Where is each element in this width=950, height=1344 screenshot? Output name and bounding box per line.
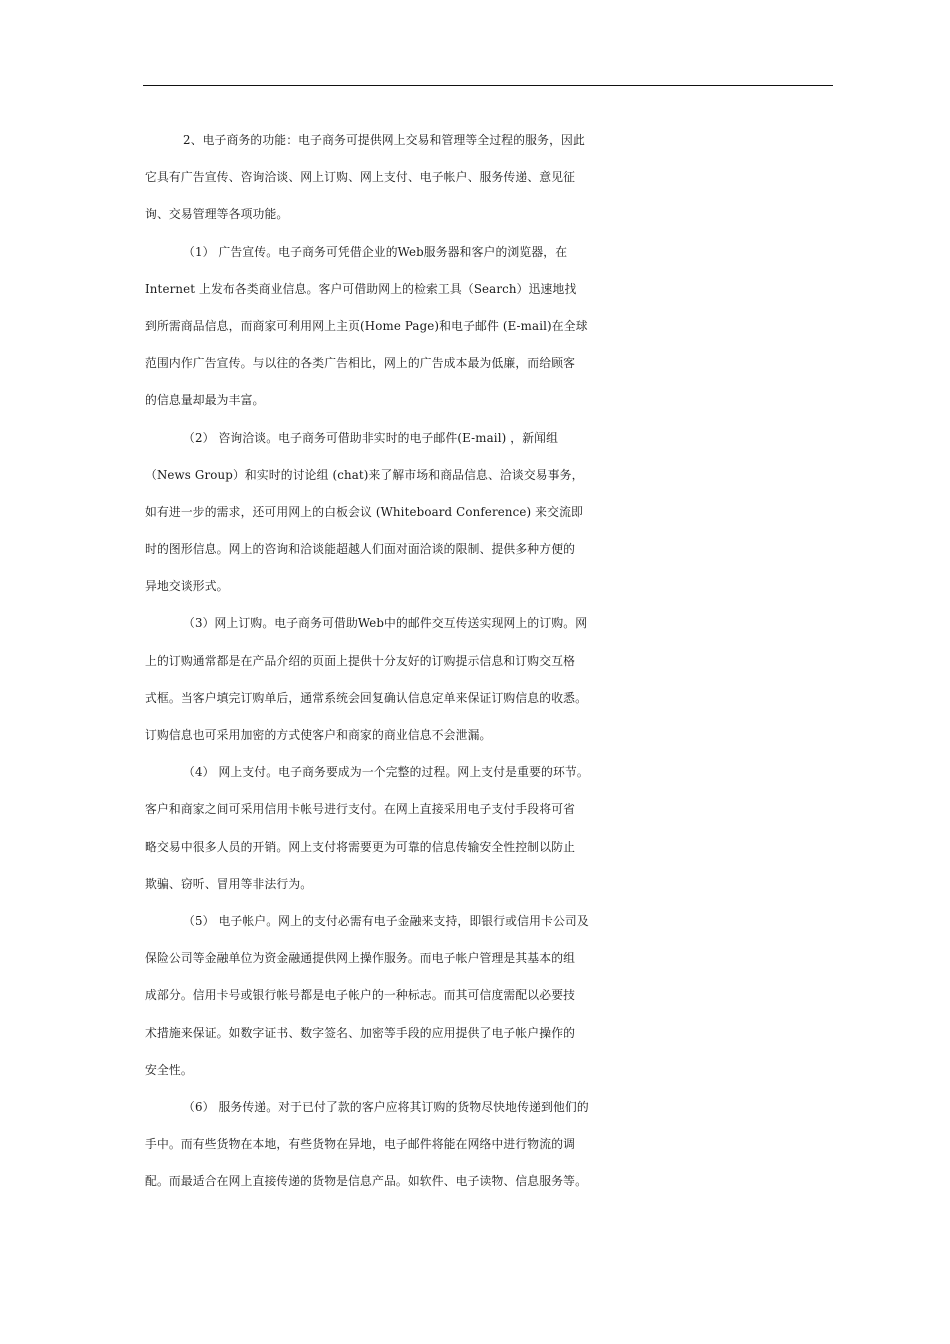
text-line: 如有进一步的需求，还可用网上的白板会议 (Whiteboard Conference) 来交流即 [145, 504, 583, 519]
text-line: 术措施来保证。如数字证书、数字签名、加密等手段的应用提供了电子帐户操作的 [145, 1025, 576, 1040]
text-line: 到所需商品信息，而商家可利用网上主页(Home Page)和电子邮件 (E-mail)在全球 [145, 318, 588, 333]
text-line: 成部分。信用卡号或银行帐号都是电子帐户的一种标志。而其可信度需配以必要技 [145, 988, 576, 1003]
text-line: 保险公司等金融单位为资金融通提供网上操作服务。而电子帐户管理是其基本的组 [145, 951, 576, 966]
text-line: 它具有广告宣传、咨询洽谈、网上订购、网上支付、电子帐户、服务传递、意见征 [145, 170, 576, 185]
text-line: 手中。而有些货物在本地，有些货物在异地，电子邮件将能在网络中进行物流的调 [145, 1137, 576, 1152]
text-line: 时的图形信息。网上的咨询和洽谈能超越人们面对面洽谈的限制、提供多种方便的 [145, 542, 576, 557]
text-line: （3）网上订购。电子商务可借助Web中的邮件交互传送实现网上的订购。网 [183, 616, 588, 631]
text-line: 式框。当客户填完订购单后，通常系统会回复确认信息定单来保证订购信息的收悉。 [145, 690, 588, 705]
text-line: （News Group）和实时的讨论组 (chat)来了解市场和商品信息、洽谈交易事务， [145, 467, 584, 482]
text-line: 2、电子商务的功能：电子商务可提供网上交易和管理等全过程的服务，因此 [183, 133, 585, 147]
text-line: （6） 服务传递。对于已付了款的客户应将其订购的货物尽快地传递到他们的 [183, 1099, 589, 1114]
text-line: （2） 咨询洽谈。电子商务可借助非实时的电子邮件(E-mail) ，新闻组 [183, 430, 559, 445]
text-line: 异地交谈形式。 [145, 579, 229, 594]
text-line: 订购信息也可采用加密的方式使客户和商家的商业信息不会泄漏。 [145, 728, 492, 742]
text-line: （4） 网上支付。电子商务要成为一个完整的过程。网上支付是重要的环节。 [183, 765, 589, 780]
text-line: （1） 广告宣传。电子商务可凭借企业的Web服务器和客户的浏览器，在 [183, 244, 568, 259]
text-line: 略交易中很多人员的开销。网上支付将需要更为可靠的信息传输安全性控制以防止 [145, 839, 576, 854]
document-body [145, 122, 853, 1200]
text-line: 客户和商家之间可采用信用卡帐号进行支付。在网上直接采用电子支付手段将可省 [145, 802, 576, 817]
text-line: 范围内作广告宣传。与以往的各类广告相比，网上的广告成本最为低廉，而给顾客 [145, 356, 576, 371]
text-line: Internet 上发布各类商业信息。客户可借助网上的检索工具（Search）迅速地找 [145, 281, 577, 296]
text-line: 欺骗、窃听、冒用等非法行为。 [145, 876, 313, 891]
text-line: 上的订购通常都是在产品介绍的页面上提供十分友好的订购提示信息和订购交互格 [145, 653, 576, 668]
text-line: 安全性。 [145, 1062, 193, 1077]
text-line: 配。而最适合在网上直接传递的货物是信息产品。如软件、电子读物、信息服务等。 [145, 1174, 588, 1189]
text-line: 询、交易管理等各项功能。 [145, 207, 289, 222]
header-rule [143, 85, 833, 86]
text-line: 的信息量却最为丰富。 [145, 393, 265, 408]
text-line: （5） 电子帐户。网上的支付必需有电子金融来支持，即银行或信用卡公司及 [183, 913, 589, 928]
